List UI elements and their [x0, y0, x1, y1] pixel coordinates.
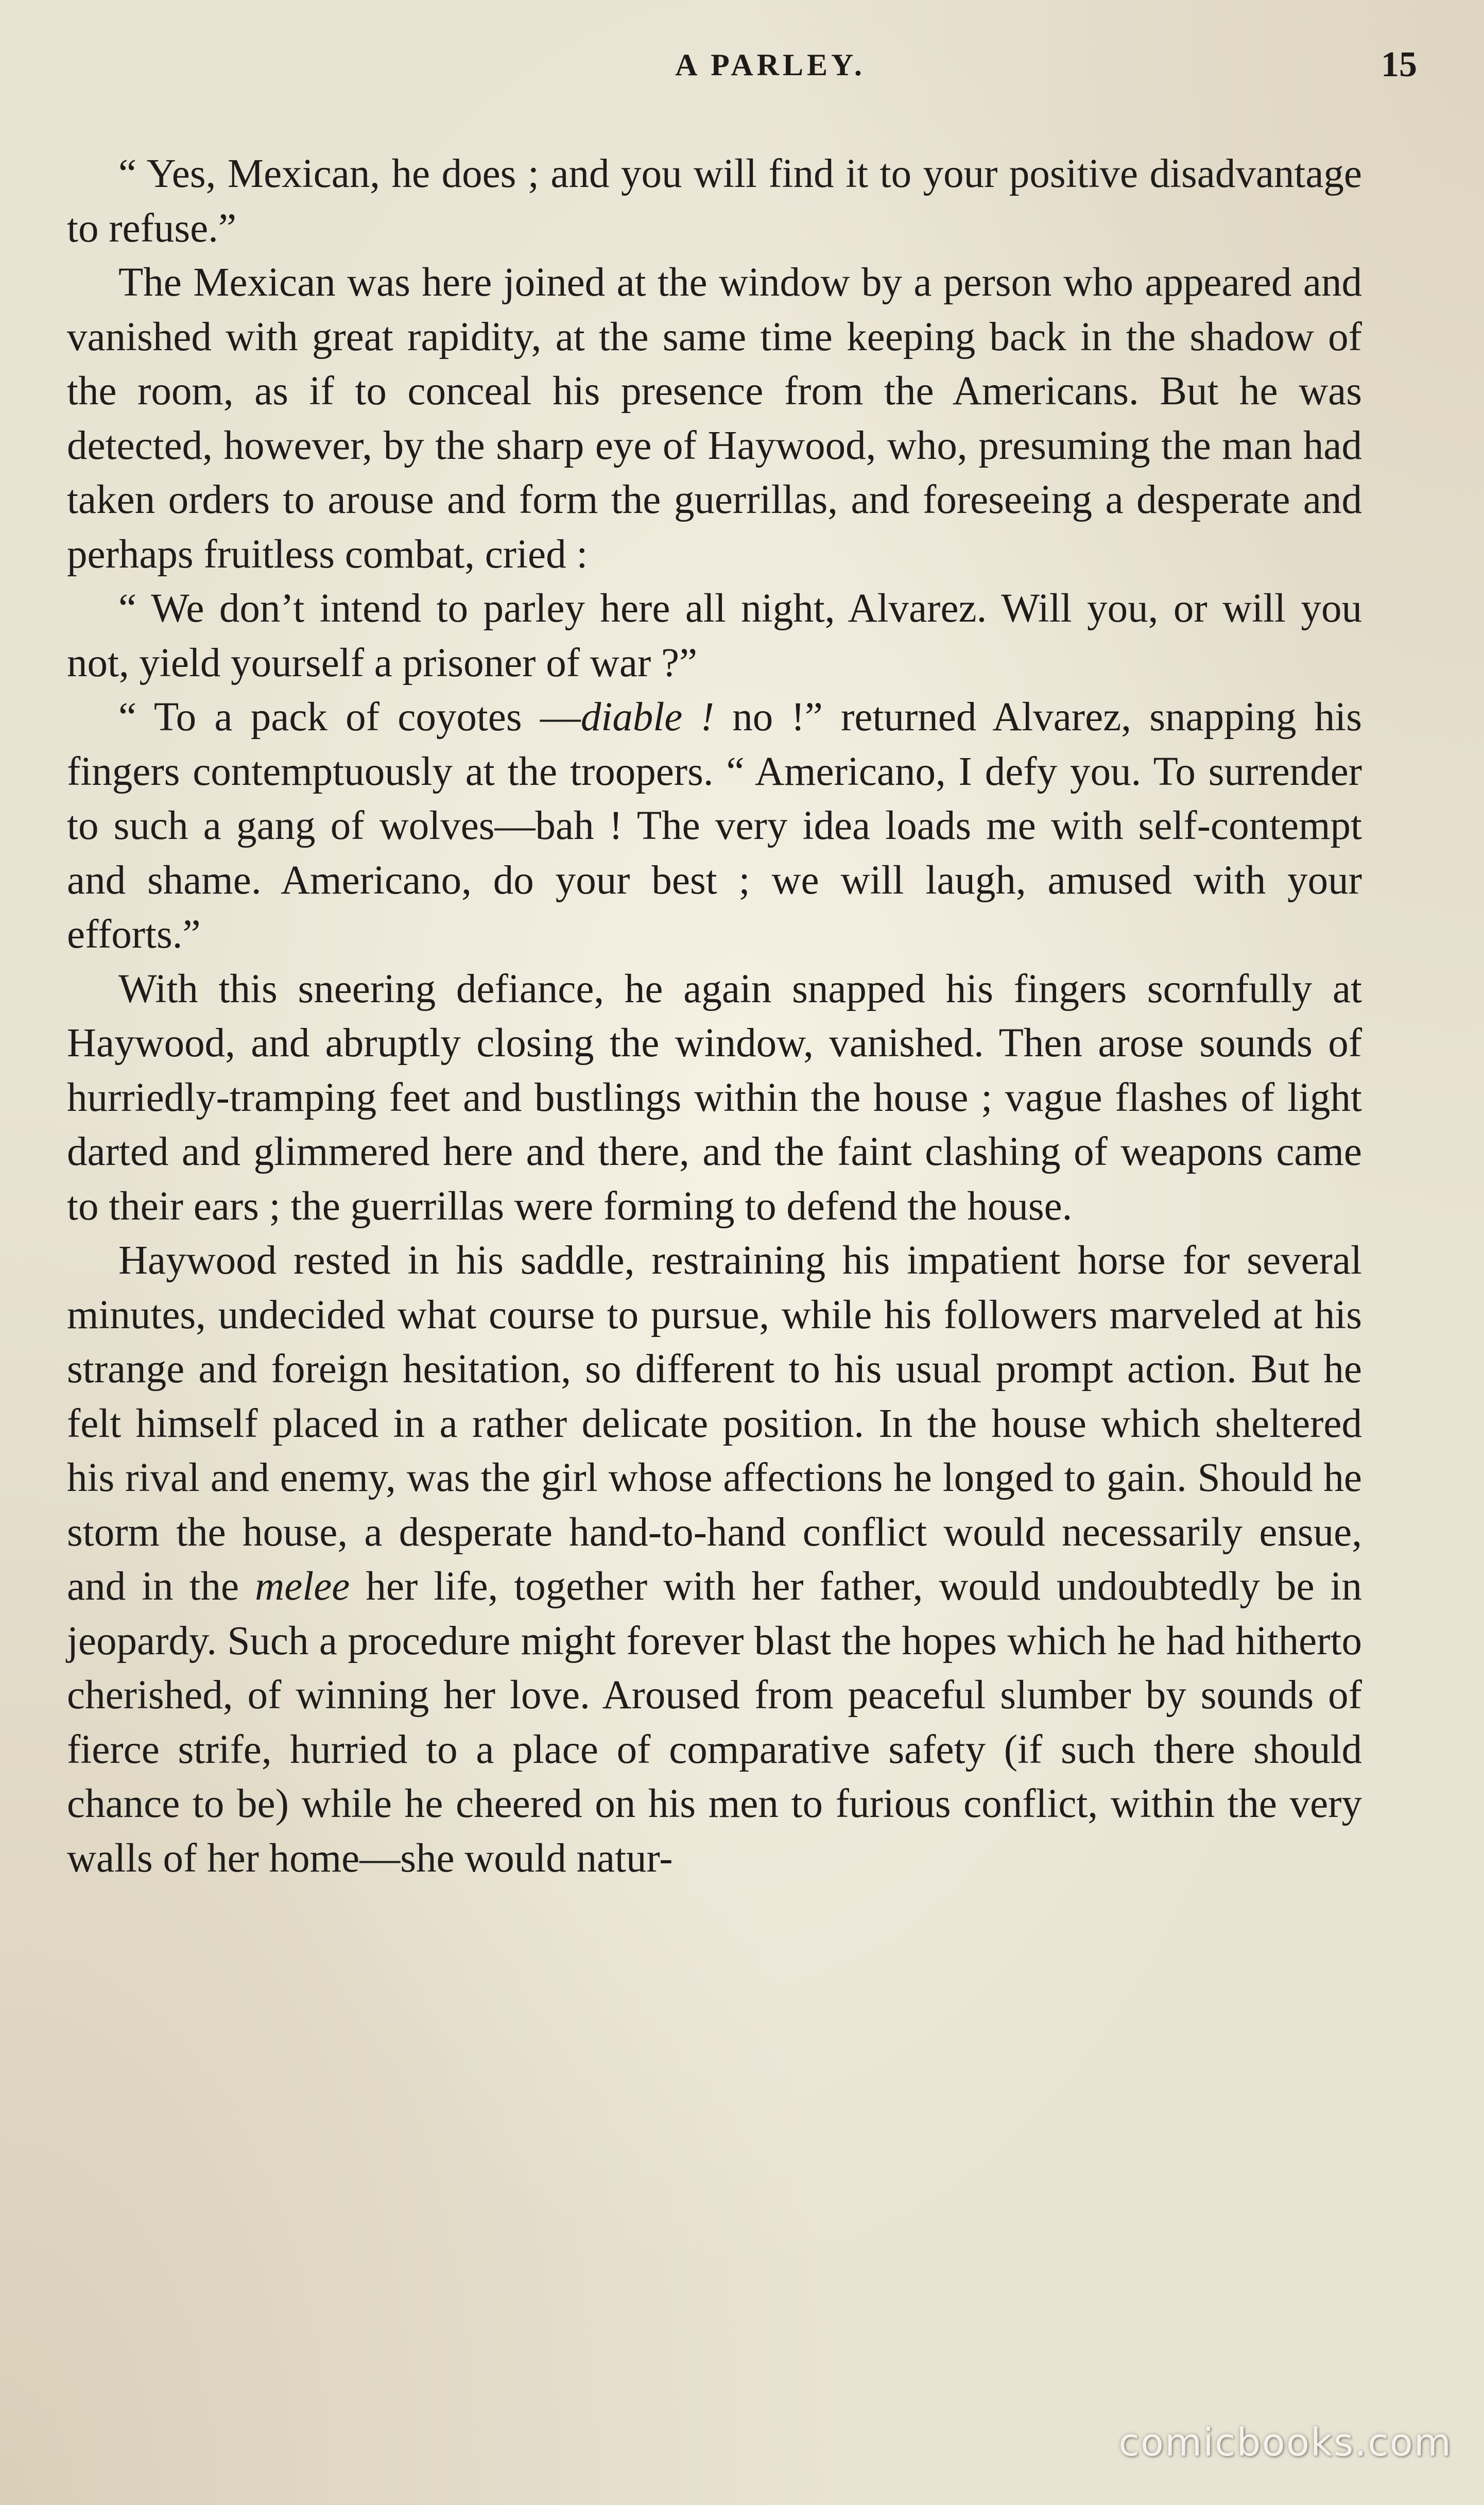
paragraph-3: “ We don’t intend to parley here all night, Alvarez. Will you, or will you not, yield yourself a prisoner of war ?” [67, 586, 1362, 685]
paragraph-2: The Mexican was here joined at the window by a person who appeared and vanished with great rapidity, at the same time keeping back in the shadow of the room, as if to conceal his presence from the Americans. But he was detected, however, by the sharp eye of Haywood, who, presuming the man had taken orders to arouse and form the guerrillas, and foreseeing a desperate and perhaps fruitless combat, cried : [67, 260, 1362, 577]
page-header [67, 47, 1417, 94]
running-head: A PARLEY. [675, 48, 866, 82]
paragraph-4-part-1: “ To a pack of coyotes — [118, 695, 581, 740]
paragraph-4-italic: diable ! [580, 695, 714, 740]
paragraph-6-italic: melee [255, 1564, 350, 1609]
page-number: 15 [1381, 45, 1417, 84]
paragraph-5: With this sneering defiance, he again snapped his fingers scornfully at Haywood, and abruptly closing the window, vanished. Then arose sounds of hurriedly-tramping feet and bustlings within the house ; vague flashes of light darted and glimmered here and there, and the faint clashing of weapons came to their ears ; the guerrillas were forming to defend the house. [67, 966, 1362, 1229]
paragraph-4 [67, 690, 1362, 962]
paragraph-4-part-2: no !” returned Alvarez, snapping his fingers contemptuously at the troopers. “ Americano, I defy you. To surrender to such a gang of wolves—bah ! The very idea loads me with self-contempt and shame. Americano, do your best ; we will laugh, amused with your efforts.” [67, 695, 1362, 957]
body-text [67, 147, 1362, 1885]
paragraph-1: “ Yes, Mexican, he does ; and you will find it to your positive disadvantage to refuse.” [67, 151, 1362, 251]
paragraph-6-part-1: Haywood rested in his saddle, restraining his impatient horse for several minutes, undecided what course to pursue, while his followers marveled at his strange and foreign hesitation, so different to his usual prompt action. But he felt himself placed in a rather delicate position. In the house which sheltered his rival and enemy, was the girl whose affections he longed to gain. Should he storm the house, a desperate hand-to-hand conflict would necessarily ensue, and in the [67, 1238, 1362, 1609]
paragraph-6 [67, 1233, 1362, 1885]
watermark: comicbooks.com [1118, 2421, 1452, 2465]
paragraph-6-part-2: her life, together with her father, would undoubtedly be in jeopardy. Such a procedure might forever blast the hopes which he had hitherto cherished, of winning her love. Aroused from peaceful slumber by sounds of fierce strife, hurried to a place of comparative safety (if such there should chance to be) while he cheered on his men to furious conflict, within the very walls of her home—she would natur- [67, 1564, 1362, 1881]
